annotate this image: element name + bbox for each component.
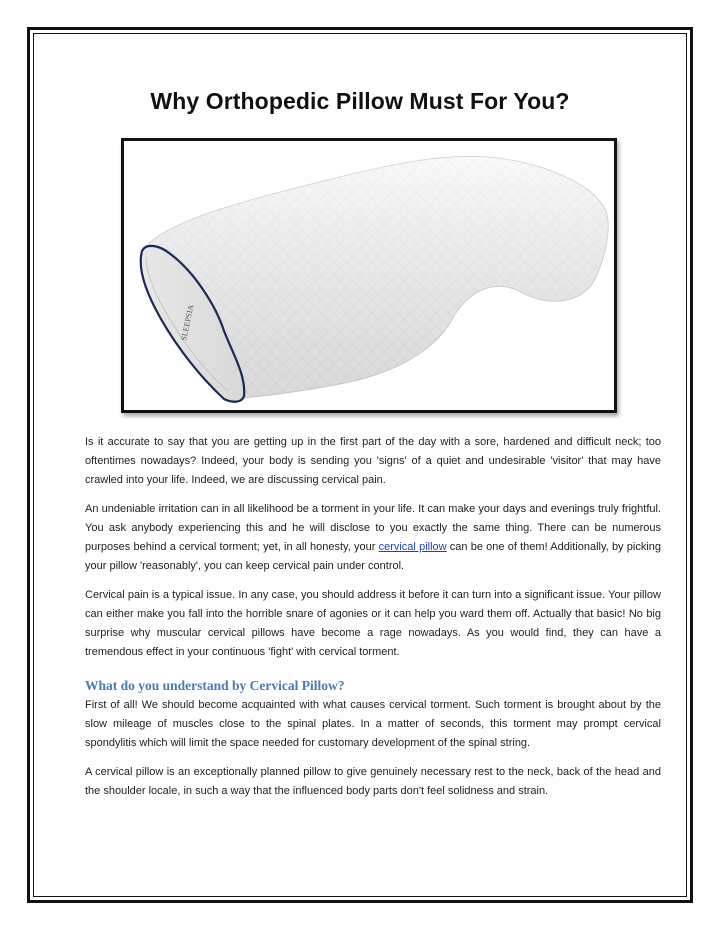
paragraph-2-after: can be one of them! Additionally, by picking your pillow 'reasonably', you can keep cervical pain under control. bbox=[85, 541, 662, 572]
paragraph-2 bbox=[85, 500, 661, 576]
pillow-photo bbox=[121, 138, 617, 413]
brand-label: SLEEPSIA bbox=[179, 303, 196, 342]
paragraph-5: A cervical pillow is an exceptionally planned pillow to give genuinely necessary rest to the neck, back of the head and the shoulder locale, in such a way that the influenced body parts don't feel solidness and strain. bbox=[85, 766, 661, 797]
section-heading: What do you understand by Cervical Pillow? bbox=[85, 678, 345, 693]
pillow-illustration bbox=[124, 141, 614, 410]
paragraph-3: Cervical pain is a typical issue. In any case, you should address it before it can turn into a significant issue. Your pillow can either make you fall into the horrible snare of agonies or it can help you ward them off. Actually that basic! No big surprise why muscular cervical pillows have become a rage nowadays. As you would find, they can have a tremendous effect in your continuous 'fight' with cervical torment. bbox=[85, 589, 661, 658]
article-body bbox=[85, 433, 661, 811]
paragraph-4: First of all! We should become acquainted with what causes cervical torment. Such torment is brought about by the slow mileage of muscles close to the spinal plates. In a matter of seconds, this torment may prompt cervical spondylitis which will limit the space needed for customary development of the spinal string. bbox=[85, 699, 661, 749]
cervical-pillow-link[interactable]: cervical pillow bbox=[378, 541, 447, 553]
paragraph-1: Is it accurate to say that you are getting up in the first part of the day with a sore, hardened and difficult neck; too oftentimes nowadays? Indeed, your body is sending you 'signs' of a quiet and undesirable 'visitor' that may have crawled into your life. Indeed, we are discussing cervical pain. bbox=[85, 436, 661, 486]
page-title: Why Orthopedic Pillow Must For You? bbox=[150, 88, 570, 114]
paragraph-2-before: An undeniable irritation can in all likelihood be a torment in your life. It can make your days and evenings truly frightful. You ask anybody experiencing this and he will disclose to you exactly the same thing. There can be numerous purposes behind a cervical torment; yet, in all honesty, your bbox=[85, 503, 661, 553]
